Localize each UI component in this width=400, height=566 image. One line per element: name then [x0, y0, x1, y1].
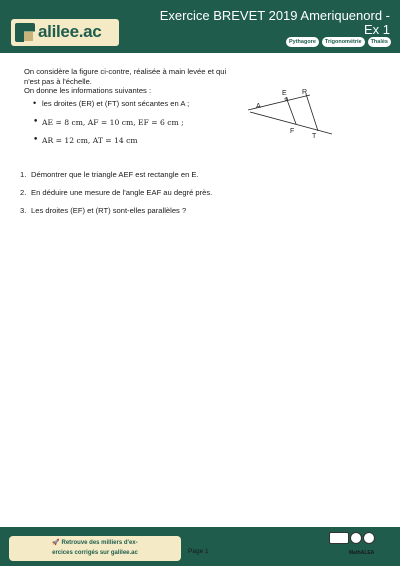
cc-license-badge[interactable]: [329, 532, 385, 544]
galilee-logo[interactable]: [11, 19, 119, 46]
question-text: Démontrer que le triangle AEF est rectangle en E.: [31, 170, 199, 179]
label-F: F: [290, 128, 295, 135]
info-item: • AE = 8 cm, AF = 10 cm, EF = 6 cm ;: [33, 118, 223, 128]
question-text: En déduire une mesure de l'angle EAF au degré près.: [31, 188, 213, 198]
question-item: [20, 170, 320, 180]
given-info-list: [33, 99, 223, 155]
label-T: T: [312, 133, 317, 139]
right-angle-mark: [285, 98, 288, 101]
logo-square-icon: [24, 32, 33, 41]
tag-pythagore[interactable]: Pythagore: [286, 37, 319, 47]
question-text: Les droites (EF) et (RT) sont-elles parallèles ?: [31, 206, 187, 216]
intro-line-2: On donne les informations suivantes :: [24, 86, 152, 96]
logo-text: alilee.ac: [38, 22, 102, 41]
question-item: [20, 188, 320, 198]
sa-icon: [363, 532, 375, 544]
intro-line-1: On considère la figure ci-contre, réalisée à main levée et qui n'est pas à l'échelle.: [24, 67, 227, 86]
question-number: 1.: [20, 170, 27, 179]
intro-text: [24, 67, 234, 96]
promo-banner[interactable]: [9, 536, 181, 561]
promo-line-1: 🚀 Retrouve des milliers d'ex-: [52, 540, 138, 546]
label-R: R: [302, 89, 308, 96]
info-item: • les droites (ER) et (FT) sont sécantes en A ;: [33, 99, 223, 109]
label-A: A: [256, 103, 261, 110]
segment-RT: [306, 94, 318, 131]
by-icon: [350, 532, 362, 544]
info-item: • AR = 12 cm, AT = 14 cm: [33, 136, 223, 146]
promo-line-2: ercices corrigés sur galilee.ac: [52, 550, 138, 556]
cc-icon: [329, 532, 349, 544]
segment-EF: [286, 97, 296, 124]
tag-thales[interactable]: Thalès: [368, 37, 391, 47]
label-E: E: [282, 90, 287, 97]
question-item: [20, 206, 320, 216]
tag-list: [286, 37, 391, 47]
exercise-title: Exercice BREVET 2019 Ameriquenord - Ex 1: [159, 8, 390, 37]
page-header: [0, 0, 400, 53]
geometry-figure: [248, 89, 338, 139]
tag-trigonometrie[interactable]: Trigonométrie: [322, 37, 365, 47]
mathalea-brand: MathALEA: [349, 550, 375, 556]
question-number: 3.: [20, 206, 27, 216]
question-list: [20, 170, 320, 225]
page-number: Page 1: [188, 548, 209, 555]
question-number: 2.: [20, 188, 27, 198]
